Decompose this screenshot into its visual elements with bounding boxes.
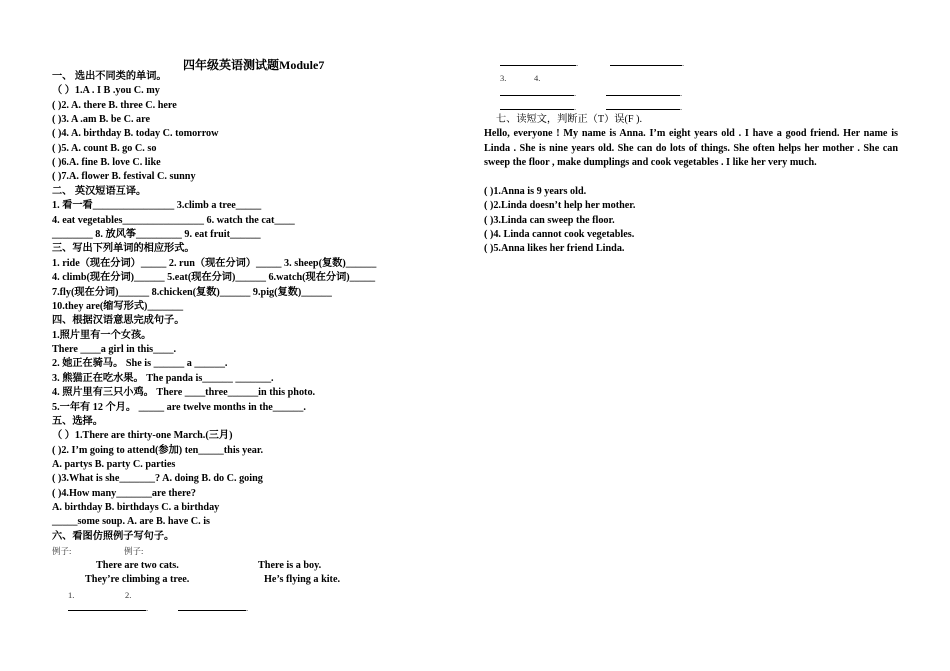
answer-line	[500, 56, 579, 68]
question-line: 2. 她正在骑马。 She is ______ a ______.	[52, 358, 228, 369]
line-end-dot: .	[146, 603, 149, 613]
section-6-heading: 六、看图仿照例子写句子。	[52, 531, 175, 542]
section-5-heading: 五、选择。	[52, 416, 103, 427]
section-3-heading: 三、写出下列单词的相应形式。	[52, 243, 195, 254]
question-line: ( )3. A .am B. be C. are	[52, 114, 150, 125]
question-line: ( )7.A. flower B. festival C. sunny	[52, 171, 196, 182]
section-4-heading: 四、根据汉语意思完成句子。	[52, 315, 185, 326]
answer-line	[606, 86, 683, 98]
line-end-dot: .	[574, 88, 577, 98]
question-line: 1. 看一看________________ 3.climb a tree_____	[52, 200, 262, 211]
question-line: 4. climb(现在分词)______ 5.eat(现在分词)______ 6.watch(现在分词)_____	[52, 272, 376, 283]
item-number: 2.	[125, 590, 132, 600]
answer-line	[178, 601, 249, 613]
answer-blank	[500, 56, 578, 70]
example-label: 例子:	[124, 546, 144, 556]
question-line: ( )4. A. birthday B. today C. tomorrow	[52, 128, 219, 139]
answer-blank	[610, 56, 684, 70]
question-line: There ____a girl in this____.	[52, 344, 177, 355]
answer-blank	[68, 601, 148, 615]
answer-blank	[500, 100, 576, 114]
answer-blank	[606, 100, 682, 114]
question-line: 10.they are(缩写形式)_______	[52, 301, 184, 312]
example-label: 例子:	[52, 546, 72, 556]
judgement-question: ( )1.Anna is 9 years old.	[484, 186, 587, 197]
answer-line	[500, 86, 577, 98]
judgement-question: ( )4. Linda cannot cook vegetables.	[484, 229, 635, 240]
section-7-heading: 七、读短文，判断正（T）误(F ).	[496, 114, 643, 125]
question-line: ( )5. A. count B. go C. so	[52, 143, 157, 154]
question-line: ________ 8. 放风筝_________ 9. eat fruit______	[52, 229, 261, 240]
question-line: 4. eat vegetables________________ 6. watch the cat____	[52, 215, 295, 226]
question-line: A. birthday B. birthdays C. a birthday	[52, 502, 220, 513]
reading-passage: Hello, everyone ! My name is Anna. I’m eight years old . I have a good friend. Her name is Linda . She is nine years old. She can do lots of things. She often helps her mother . She can sweep the floor , make dumplings and cook vegetables . I like her very much.	[484, 128, 898, 168]
example-sentence: They’re climbing a tree.	[85, 574, 190, 585]
line-end-dot: .	[576, 58, 579, 68]
answer-line	[68, 601, 149, 613]
answer-line	[606, 100, 683, 112]
question-line: 4. 照片里有三只小鸡。 There ____three______in this photo.	[52, 387, 316, 398]
answer-blank	[178, 601, 248, 615]
question-line: 5.一年有 12 个月。 _____ are twelve months in the______.	[52, 402, 306, 413]
judgement-question: ( )5.Anna likes her friend Linda.	[484, 243, 625, 254]
item-number: 3.	[500, 73, 507, 83]
judgement-question: ( )2.Linda doesn’t help her mother.	[484, 200, 636, 211]
section-1-heading: 一、 选出不同类的单词。	[52, 71, 167, 82]
question-line: A. partys B. party C. parties	[52, 459, 176, 470]
page-title: 四年级英语测试题Module7	[183, 58, 325, 72]
judgement-question: ( )3.Linda can sweep the floor.	[484, 215, 615, 226]
question-line: ( )3.What is she_______? A. doing B. do C. going	[52, 473, 263, 484]
question-line: ( )6.A. fine B. love C. like	[52, 157, 161, 168]
question-line: 1. ride（现在分词）_____ 2. run（现在分词）_____ 3. sheep(复数)______	[52, 258, 377, 269]
item-number: 4.	[534, 73, 541, 83]
line-end-dot: .	[680, 88, 683, 98]
item-number: 1.	[68, 590, 75, 600]
question-line: ( )2. I’m going to attend(参加) ten_____this year.	[52, 445, 263, 456]
example-sentence: There are two cats.	[96, 560, 179, 571]
question-line: ( )4.How many_______are there?	[52, 488, 196, 499]
question-line: （ ）1.A . I B .you C. my	[52, 85, 160, 96]
line-end-dot: .	[574, 102, 577, 112]
answer-line	[610, 56, 685, 68]
question-line: （ ）1.There are thirty-one March.(三月)	[52, 430, 233, 441]
answer-blank	[606, 86, 682, 100]
question-line: 7.fly(现在分词)______ 8.chicken(复数)______ 9.pig(复数)______	[52, 287, 332, 298]
example-sentence: There is a boy.	[258, 560, 322, 571]
question-line: 3. 熊猫正在吃水果。 The panda is______ _______.	[52, 373, 274, 384]
line-end-dot: .	[682, 58, 685, 68]
question-line: 1.照片里有一个女孩。	[52, 330, 152, 341]
example-sentence: He’s flying a kite.	[264, 574, 341, 585]
question-line: _____some soup. A. are B. have C. is	[52, 516, 211, 527]
line-end-dot: .	[246, 603, 249, 613]
section-2-heading: 二、 英汉短语互译。	[52, 186, 147, 197]
answer-blank	[500, 86, 576, 100]
question-line: ( )2. A. there B. three C. here	[52, 100, 177, 111]
line-end-dot: .	[680, 102, 683, 112]
answer-line	[500, 100, 577, 112]
